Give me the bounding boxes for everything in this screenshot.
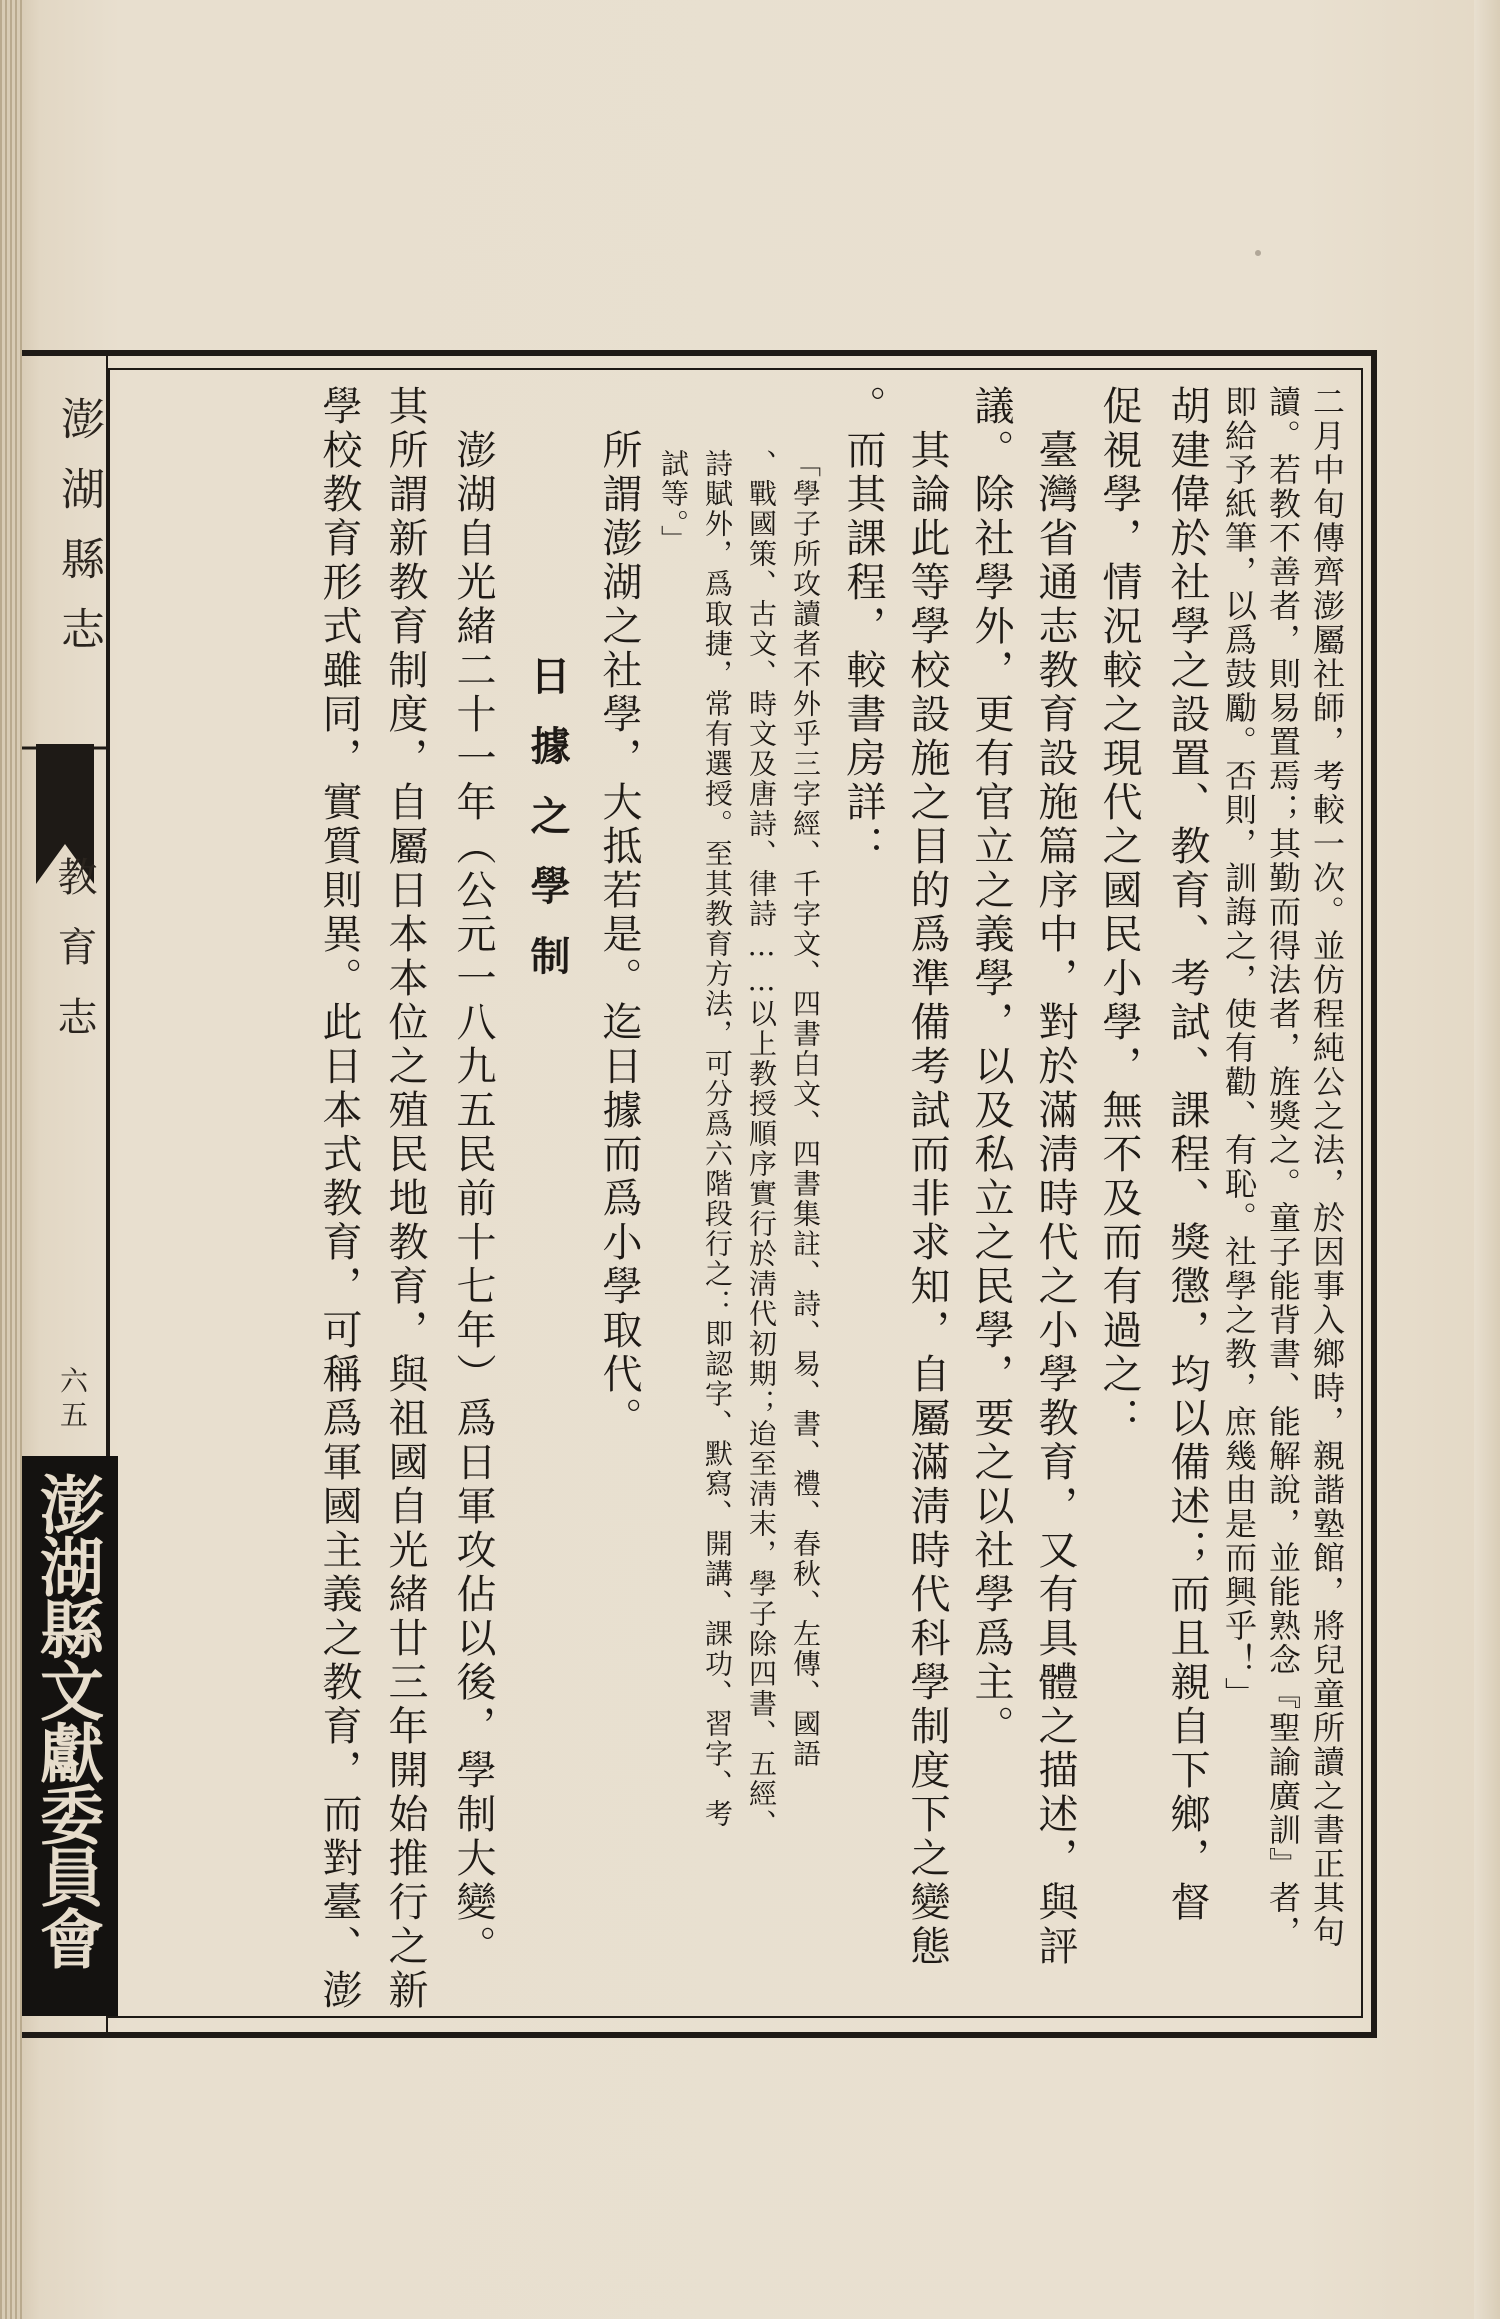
text-column-14: 所謂澎湖之社學，大抵若是。迄日據而爲小學取代。 [596, 429, 642, 1441]
text-column-9: 。而其課程，較書房詳： [840, 385, 886, 869]
section-title: 教育志 [51, 856, 97, 1066]
section-heading: 日據之學制 [524, 655, 570, 1005]
text-column-3: 即給予紙筆，以爲鼓勵。否則，訓誨之，使有勸、有恥。社學之教，庶幾由是而興乎！」 [1220, 385, 1258, 1711]
page-number: 六五 [56, 1366, 89, 1434]
text-column-16: 澎湖自光緒二十一年（公元一八九五民前十七年）爲日軍攻佔以後，學制大變。 [450, 429, 496, 1969]
text-column-2: 讀。若教不善者，則易置焉；其勤而得法者，旌獎之。童子能背書、能解說，並能熟念『聖諭廣訓』者， [1264, 385, 1302, 1949]
book-spine-edge [0, 0, 22, 2319]
main-text-body [118, 385, 1353, 2013]
text-column-12: 詩賦外，爲取捷，常有選授。至其教育方法，可分爲六階段行之：即認字、默寫、開講、課功、習字、考 [701, 449, 734, 1829]
text-column-1: 二月中旬傳齊澎屬社師，考較一次。並仿程純公之法，於因事入鄉時，親諧塾館，將兒童所讀之書正其句 [1308, 385, 1346, 1949]
text-column-8: 其論此等學校設施之目的爲準備考試而非求知，自屬滿淸時代科學制度下之變態 [904, 429, 950, 1969]
publisher-seal-text: 澎湖縣文獻委員會 [29, 1472, 104, 1968]
text-column-6: 臺灣省通志教育設施篇序中，對於滿淸時代之小學教育，又有具體之描述，與評 [1032, 429, 1078, 1969]
publisher-seal-block [22, 1456, 118, 2016]
book-title: 澎湖縣志 [53, 396, 104, 676]
text-column-17: 其所謂新教育制度，自屬日本本位之殖民地教育，與祖國自光緒廿三年開始推行之新 [382, 385, 428, 2013]
text-column-4: 胡建偉於社學之設置、教育、考試、課程、獎懲，均以備述；而且親自下鄉，督 [1164, 385, 1210, 1925]
text-column-13: 試等。」 [657, 449, 690, 555]
page-right-edge [1474, 0, 1500, 2319]
text-column-11: 、戰國策、古文、時文及唐詩、律詩……以上教授順序實行於淸代初期；迨至淸末，學子除四書、五經、 [745, 449, 778, 1839]
text-column-5: 促視學，情況較之現代之國民小學，無不及而有過之： [1096, 385, 1142, 1441]
paper-speck [1255, 250, 1261, 256]
text-column-7: 議。除社學外，更有官立之義學，以及私立之民學，要之以社學爲主。 [968, 385, 1014, 1749]
text-column-18: 學校教育形式雖同，實質則異。此日本式教育，可稱爲軍國主義之教育，而對臺、澎 [316, 385, 362, 2013]
margin-header-column [22, 356, 108, 2032]
text-column-10: 「學子所攻讀者不外乎三字經、千字文、四書白文、四書集註、詩、易、書、禮、春秋、左傳、國語 [789, 449, 822, 1769]
